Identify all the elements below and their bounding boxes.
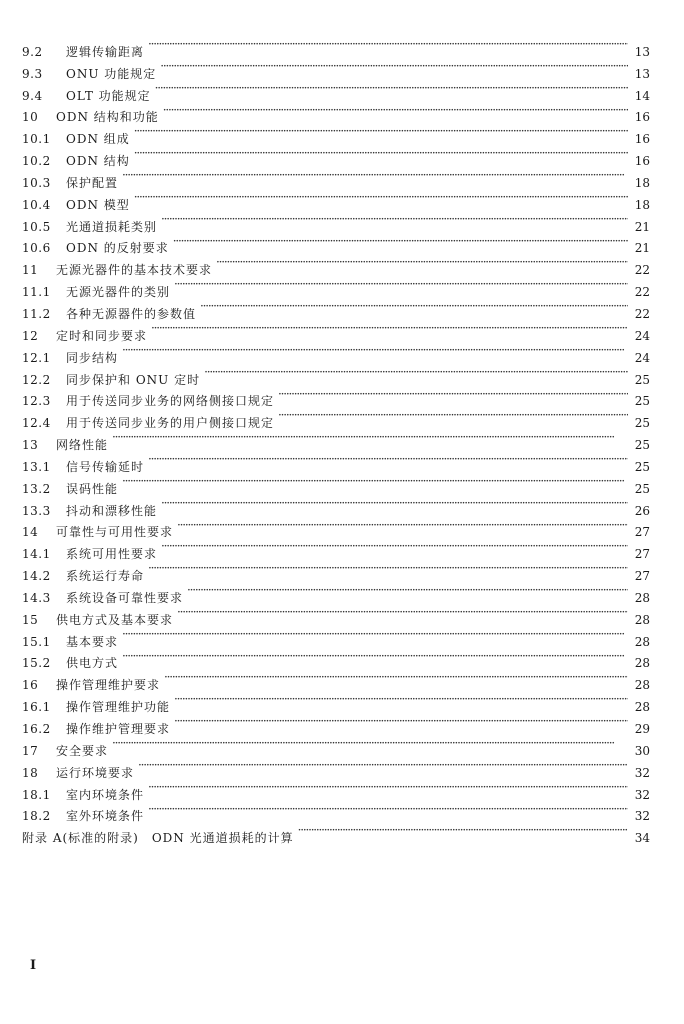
toc-entry-title: 运行环境要求 (56, 765, 135, 780)
toc-entry-number: 16 (22, 678, 39, 693)
toc-entry-number: 15.1 (22, 634, 51, 649)
toc-entry-title: 系统可用性要求 (66, 547, 158, 562)
toc-entry-number: 13.1 (22, 459, 51, 474)
toc-entry-page: 27 (634, 525, 650, 540)
toc-entry-title: 保护配置 (66, 175, 119, 190)
toc-entry-page: 32 (634, 809, 650, 824)
toc-dot-leader (112, 733, 628, 755)
toc-entry-number: 12.1 (22, 350, 51, 365)
toc-entry-number: 16.2 (22, 722, 51, 736)
toc-entry-number: 10.1 (22, 132, 51, 147)
toc-dot-leader (148, 799, 628, 821)
toc-entry-number: 13.2 (22, 481, 51, 496)
toc-entry-number: 11 (22, 263, 39, 278)
toc-dot-leader (173, 231, 628, 253)
toc-dot-leader (122, 471, 628, 493)
toc-entry-title: 用于传送同步业务的网络侧接口规定 (66, 394, 275, 409)
toc-dot-leader (278, 405, 628, 427)
toc-dot-leader (134, 121, 628, 143)
toc-entry-title: 可靠性与可用性要求 (56, 525, 174, 540)
toc-dot-leader (160, 56, 628, 78)
toc-entry-page: 16 (634, 110, 650, 125)
toc-entry-title: 系统运行寿命 (66, 569, 145, 584)
toc-entry-page: 18 (634, 197, 650, 212)
toc-entry-title: 信号传输延时 (66, 459, 145, 474)
toc-dot-leader (174, 274, 628, 296)
toc-entry-page: 28 (634, 656, 650, 671)
toc-dot-leader (122, 624, 628, 646)
toc-entry-page: 26 (634, 503, 650, 518)
toc-entry-title: ODN 的反射要求 (66, 241, 169, 256)
toc-entry-page: 32 (634, 765, 650, 780)
toc-dot-leader (187, 580, 628, 602)
toc-entry-number: 12 (22, 328, 39, 343)
toc-entry (22, 427, 650, 453)
toc-entry-page: 22 (634, 285, 650, 300)
toc-entry (22, 449, 650, 474)
toc-entry-title: 室外环境条件 (66, 809, 145, 824)
toc-dot-leader (112, 427, 628, 449)
toc-entry-title: 操作维护管理要求 (66, 722, 171, 736)
toc-entry-page: 18 (634, 175, 650, 190)
toc-dot-leader (134, 143, 628, 165)
toc-entry-page: 25 (634, 372, 650, 387)
toc-entry-number: 11.1 (22, 285, 51, 300)
toc-entry-number: 17 (22, 743, 39, 758)
toc-entry-number: 12.4 (22, 416, 51, 431)
toc-entry-number: 13.3 (22, 503, 51, 518)
toc-entry-number: 14 (22, 525, 39, 540)
toc-entry-title: OLT 功能规定 (66, 88, 151, 103)
toc-entry-title: 系统设备可靠性要求 (66, 590, 184, 605)
toc-entry-title: ONU 功能规定 (66, 66, 157, 81)
toc-entry-page: 13 (634, 66, 650, 81)
toc-entry-number: 12.2 (22, 372, 51, 387)
toc-entry-page: 32 (634, 787, 650, 802)
toc-entry-page: 16 (634, 154, 650, 169)
toc-entry-title: 误码性能 (66, 481, 119, 496)
toc-dot-leader (161, 209, 628, 231)
toc-entry-page: 21 (634, 241, 650, 256)
toc-dot-leader (161, 493, 628, 515)
toc-entry-title: ODN 模型 (66, 197, 130, 212)
toc-dot-leader (148, 449, 628, 471)
toc-dot-leader (177, 515, 628, 537)
toc-dot-leader (122, 646, 628, 668)
page-number: I (30, 958, 37, 973)
toc-entry-page: 29 (634, 722, 650, 736)
toc-dot-leader (204, 362, 628, 384)
toc-entry-title: 操作管理维护功能 (66, 700, 171, 715)
toc-entry-number: 13 (22, 438, 39, 453)
toc-entry-number: 10.4 (22, 197, 51, 212)
toc-entry-page: 28 (634, 590, 650, 605)
toc-entry-page: 27 (634, 569, 650, 584)
toc-dot-leader (163, 100, 628, 122)
toc-dot-leader (174, 689, 628, 711)
toc-entry-page: 27 (634, 547, 650, 562)
toc-entry-page: 25 (634, 416, 650, 431)
toc-entry-page: 21 (634, 219, 650, 234)
toc-entry-number: 18 (22, 765, 39, 780)
toc-entry-number: 10.6 (22, 241, 51, 256)
toc-entry-number: 18.1 (22, 787, 51, 802)
toc-entry-number: 10.3 (22, 175, 51, 190)
toc-entry-title: ODN 结构和功能 (56, 110, 159, 125)
toc-entry-number: 18.2 (22, 809, 51, 824)
toc-entry-title: 供电方式及基本要求 (56, 612, 174, 627)
toc-entry-title: 基本要求 (66, 634, 119, 649)
toc-entry (22, 755, 650, 780)
toc-entry-number: 14.2 (22, 569, 51, 584)
toc-dot-leader (134, 187, 628, 209)
toc-entry-page: 34 (634, 831, 650, 846)
toc-dot-leader (161, 536, 628, 558)
toc-entry-page: 28 (634, 634, 650, 649)
toc-entry-page: 13 (634, 44, 650, 59)
toc-entry-number: 16.1 (22, 700, 51, 715)
toc-entry-number: 12.3 (22, 394, 51, 409)
toc-entry-title: 供电方式 (66, 656, 119, 671)
toc-entry-page: 25 (634, 481, 650, 496)
toc-entry-page: 25 (634, 459, 650, 474)
toc-entry-title: 抖动和漂移性能 (66, 503, 158, 518)
toc-entry-page: 16 (634, 132, 650, 147)
toc-entry-number: 11.2 (22, 306, 51, 321)
toc-entry-page: 14 (634, 88, 650, 103)
toc-entry-title: 无源光器件的基本技术要求 (56, 263, 213, 278)
toc-entry-number: 10 (22, 110, 39, 125)
toc-entry-page: 24 (634, 350, 650, 365)
toc-entry-number: 14.3 (22, 590, 51, 605)
toc-entry-page: 25 (634, 438, 650, 453)
toc-dot-leader (278, 384, 628, 406)
toc-dot-leader (216, 252, 628, 274)
toc-entry-number: 15.2 (22, 656, 51, 671)
toc-entry-title: 定时和同步要求 (56, 328, 148, 343)
toc-dot-leader (148, 558, 628, 580)
toc-entry-title: 附录 A(标准的附录) ODN 光通道损耗的计算 (22, 831, 294, 846)
toc-entry-title: 逻辑传输距离 (66, 44, 145, 59)
toc-entry-number: 14.1 (22, 547, 51, 562)
toc-entry-page: 30 (634, 743, 650, 758)
toc-dot-leader (122, 340, 628, 362)
toc-dot-leader (138, 755, 628, 777)
table-of-contents (22, 34, 650, 846)
toc-dot-leader (164, 667, 628, 689)
toc-entry-title: 安全要求 (56, 743, 109, 758)
toc-entry-title: 室内环境条件 (66, 787, 145, 802)
toc-entry-title: ODN 结构 (66, 154, 130, 169)
toc-dot-leader (174, 711, 628, 733)
toc-entry-page: 25 (634, 394, 650, 409)
toc-entry-number: 10.5 (22, 219, 51, 234)
toc-entry-title: 光通道损耗类别 (66, 219, 158, 234)
toc-entry-page: 22 (634, 263, 650, 278)
toc-entry-page: 28 (634, 678, 650, 693)
toc-entry-page: 28 (634, 700, 650, 715)
toc-entry-title: 操作管理维护要求 (56, 678, 161, 693)
toc-dot-leader (148, 34, 628, 56)
toc-dot-leader (151, 318, 628, 340)
toc-entry (22, 34, 650, 59)
toc-entry-title: 各种无源器件的参数值 (66, 306, 197, 321)
toc-entry-number: 9.4 (22, 88, 43, 103)
toc-entry-title: 用于传送同步业务的用户侧接口规定 (66, 416, 275, 431)
toc-dot-leader (177, 602, 628, 624)
toc-dot-leader (298, 820, 628, 842)
toc-entry-number: 9.2 (22, 44, 43, 59)
toc-entry-number: 10.2 (22, 154, 51, 169)
toc-entry-page: 24 (634, 328, 650, 343)
toc-entry-page: 22 (634, 306, 650, 321)
toc-dot-leader (148, 777, 628, 799)
toc-dot-leader (200, 296, 628, 318)
toc-entry-title: 无源光器件的类别 (66, 285, 171, 300)
toc-entry-page: 28 (634, 612, 650, 627)
toc-dot-leader (122, 165, 628, 187)
toc-entry-title: 同步结构 (66, 350, 119, 365)
toc-entry-number: 9.3 (22, 66, 43, 81)
toc-entry (22, 733, 650, 758)
toc-entry-title: 同步保护和 ONU 定时 (66, 372, 201, 387)
toc-dot-leader (155, 78, 628, 100)
toc-entry-title: 网络性能 (56, 438, 109, 453)
toc-entry-number: 15 (22, 612, 39, 627)
toc-entry-title: ODN 组成 (66, 132, 130, 147)
